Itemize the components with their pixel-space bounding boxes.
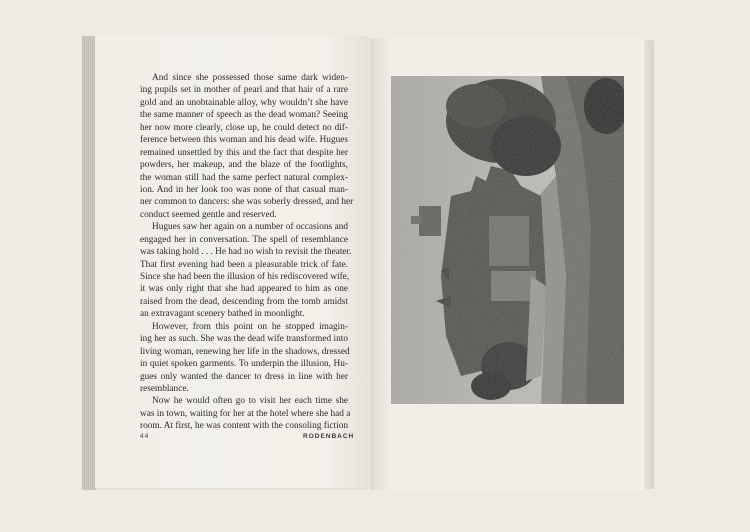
text-line: living woman, renewing her life in the shadows, dressed [140,346,350,357]
text-line: ference between this woman and his dead wife. Hugues [140,135,348,146]
text-line: ing pupils set in mother of pearl and that hair of a rare [140,85,348,96]
text-line: room. At first, he was content with the consoling fiction [140,421,348,432]
photo-plate [391,76,624,404]
text-line: Now he would often go to visit her each time she [152,396,348,407]
text-line: it was only right that she had appeared to him as one [140,284,348,295]
text-line: ion. And in her look too was none of that casual man- [140,184,348,195]
text-line: the woman still had the same perfect natural complex- [140,172,348,183]
text-line: in quiet spoken garments. To underpin the illusion, Hu- [140,359,348,370]
text-line: raised from the dead, descending from the tomb amidst [140,296,348,307]
text-line: powders, her makeup, and the blaze of the footlights, [140,160,348,171]
running-head: RODENBACH [303,433,355,440]
text-line: ner common to dancers: she was soberly dressed, and her [140,197,354,208]
text-line: her now more clearly, close up, he could detect no dif- [140,122,348,133]
text-line: And since she possessed those same dark widen- [152,73,348,83]
text-line: gold and an unobtainable alloy, why wouldn’t she have [140,97,348,108]
text-line: engaged her in conversation. The spell of resemblance [140,234,348,245]
page-number: 44 [140,433,150,440]
left-page-edges [82,36,96,490]
text-line: gues only wanted the dancer to dress in line with her [140,371,348,382]
text-line: However, from this point on he stopped imagin- [152,321,348,332]
text-line: conduct seemed gentle and reserved. [140,209,277,220]
text-line: That first evening had been a pleasurable trick of fate. [140,259,348,270]
text-line: was taking hold . . . He had no wish to revisit the theater. [140,247,352,258]
right-page-edges [644,40,654,489]
text-line: an extravagant scenery bathed in moonlight. [140,309,305,320]
text-line: remained unsettled by this and the fact that despite her [140,147,348,158]
bruges-photo [391,76,624,404]
text-line: the same manner of speech as the dead woman? Seeing [140,110,348,121]
text-line: was in town, waiting for her at the hotel where she had a [140,408,351,419]
text-line: resemblance. [140,383,189,394]
body-text [140,72,354,433]
text-line: Hugues saw her again on a number of occasions and [152,222,348,233]
text-line: Since she had been the illusion of his rediscovered wife, [140,272,350,282]
text-line: ing her as such. She was the dead wife transformed into [140,334,348,345]
